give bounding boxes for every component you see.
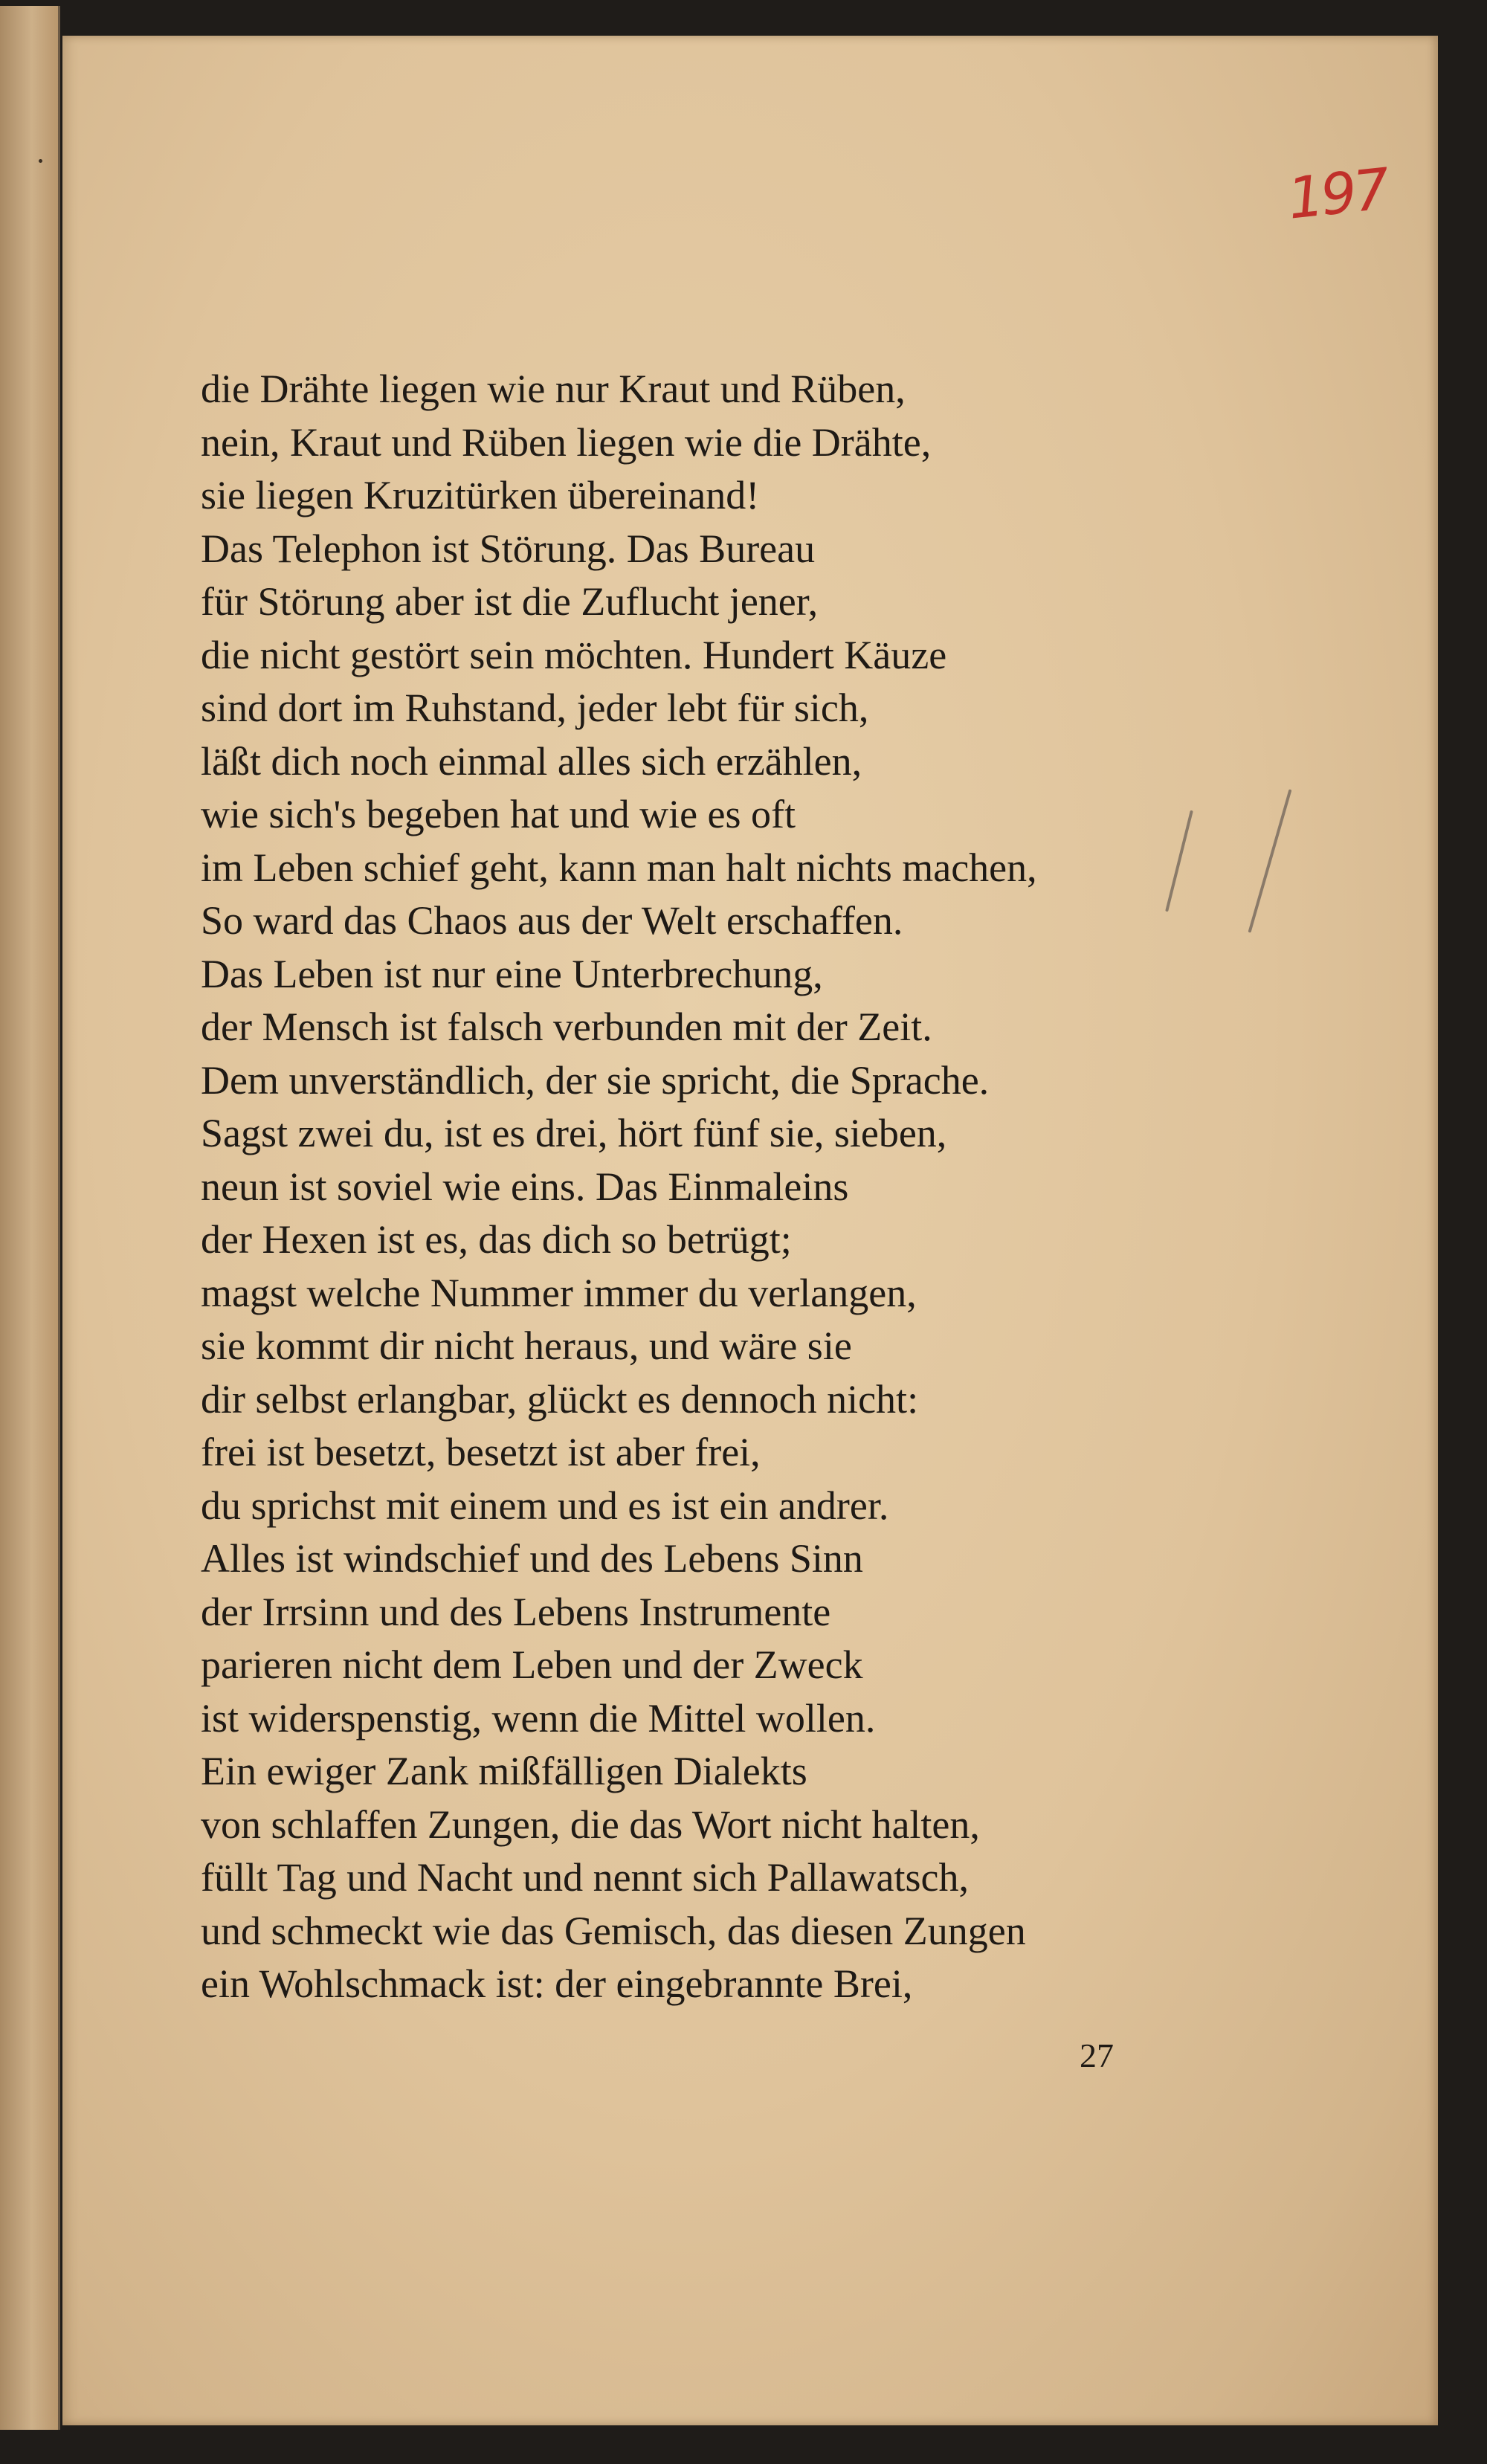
poem-line: und schmeckt wie das Gemisch, das diesen Zungen bbox=[201, 1908, 1026, 1953]
poem-line: nein, Kraut und Rüben liegen wie die Drähte, bbox=[201, 419, 932, 465]
archive-folio-number: 197 bbox=[1284, 155, 1390, 232]
poem-line: du sprichst mit einem und es ist ein andrer. bbox=[201, 1483, 889, 1528]
poem-line: neun ist soviel wie eins. Das Einmaleins bbox=[201, 1164, 849, 1209]
poem-text-block bbox=[201, 363, 1271, 2011]
ink-dot bbox=[39, 159, 42, 163]
poem-line: wie sich's begeben hat und wie es oft bbox=[201, 792, 796, 836]
poem-line: magst welche Nummer immer du verlangen, bbox=[201, 1270, 917, 1315]
poem-line: Das Telephon ist Störung. Das Bureau bbox=[201, 526, 816, 571]
poem-line: Dem unverständlich, der sie spricht, die Sprache. bbox=[201, 1057, 990, 1103]
poem-line: Alles ist windschief und des Lebens Sinn bbox=[201, 1536, 863, 1581]
poem-line: Ein ewiger Zank mißfälligen Dialekts bbox=[201, 1749, 807, 1793]
poem-line: dir selbst erlangbar, glückt es dennoch nicht: bbox=[201, 1376, 919, 1422]
poem-line: die nicht gestört sein möchten. Hundert Käuze bbox=[201, 632, 947, 677]
poem-line: für Störung aber ist die Zuflucht jener, bbox=[201, 579, 819, 624]
page-number: 27 bbox=[1080, 2036, 1114, 2074]
poem-line: sie liegen Kruzitürken übereinand! bbox=[201, 473, 760, 517]
poem-line: füllt Tag und Nacht und nennt sich Pallawatsch, bbox=[201, 1855, 970, 1900]
poem-line: im Leben schief geht, kann man halt nichts machen, bbox=[201, 845, 1037, 890]
poem-line: frei ist besetzt, besetzt ist aber frei, bbox=[201, 1430, 761, 1474]
poem-line: Das Leben ist nur eine Unterbrechung, bbox=[201, 951, 823, 996]
poem-line: die Drähte liegen wie nur Kraut und Rüben, bbox=[201, 367, 906, 411]
poem-line: So ward das Chaos aus der Welt erschaffen. bbox=[201, 898, 903, 943]
poem-line: sie kommt dir nicht heraus, und wäre sie bbox=[201, 1323, 852, 1368]
poem-line: Sagst zwei du, ist es drei, hört fünf sie, sieben, bbox=[201, 1111, 947, 1155]
poem-line: parieren nicht dem Leben und der Zweck bbox=[201, 1642, 863, 1687]
poem-line: ein Wohlschmack ist: der eingebrannte Brei, bbox=[201, 1961, 913, 2006]
poem-line: sind dort im Ruhstand, jeder lebt für sich, bbox=[201, 686, 869, 730]
book-page bbox=[62, 36, 1438, 2425]
left-page-edge bbox=[0, 6, 60, 2430]
poem-line: von schlaffen Zungen, die das Wort nicht halten, bbox=[201, 1802, 980, 1847]
poem-line: der Mensch ist falsch verbunden mit der Zeit. bbox=[201, 1004, 932, 1049]
poem-line: der Irrsinn und des Lebens Instrumente bbox=[201, 1589, 831, 1634]
poem-line: ist widerspenstig, wenn die Mittel wollen. bbox=[201, 1695, 876, 1741]
poem-line: der Hexen ist es, das dich so betrügt; bbox=[201, 1217, 792, 1262]
poem-line: läßt dich noch einmal alles sich erzählen, bbox=[201, 738, 862, 784]
